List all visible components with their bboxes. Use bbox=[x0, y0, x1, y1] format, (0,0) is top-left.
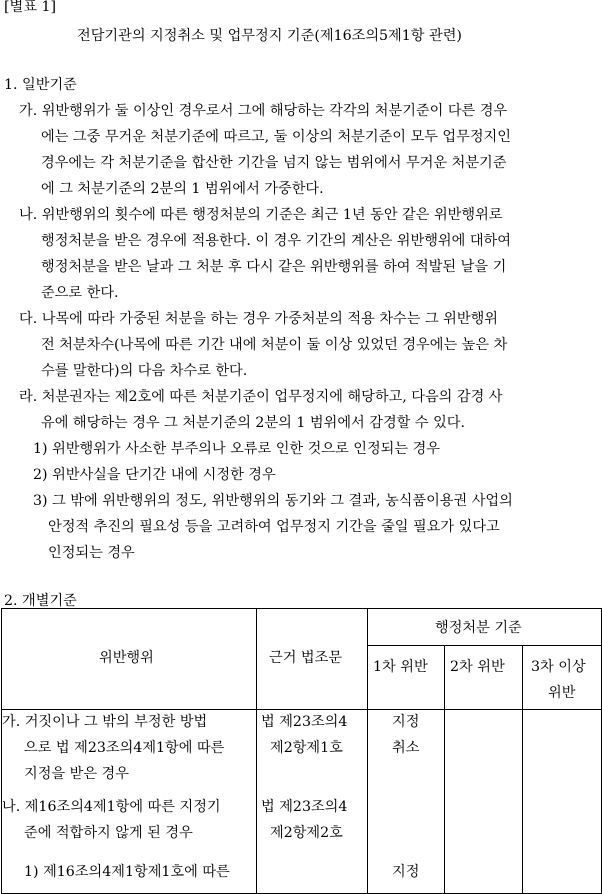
section-heading: 2. 개별기준 bbox=[4, 593, 77, 609]
header-third bbox=[523, 646, 602, 710]
header-first bbox=[368, 646, 445, 710]
header-disposition bbox=[368, 609, 602, 646]
item-line: 행정처분을 받은 날과 그 처분 후 다시 같은 위반행위를 하여 적발된 날을 기 bbox=[41, 259, 507, 275]
violation-line: 가. 거짓이나 그 밖의 부정한 방법 bbox=[2, 714, 208, 730]
sub-item-line: 2) 위반사실을 단기간 내에 시정한 경우 bbox=[33, 467, 276, 483]
first-cell bbox=[368, 710, 445, 894]
item-line: 유에 해당하는 경우 그 처분기준의 2분의 1 범위에서 감경할 수 있다. bbox=[41, 415, 465, 431]
header-second bbox=[445, 646, 523, 710]
header-basis bbox=[257, 609, 368, 710]
item-line: 가. 위반행위가 둘 이상인 경우로서 그에 해당하는 각각의 처분기준이 다른 경우 bbox=[19, 103, 508, 119]
basis-line: 법 제23조의4 bbox=[261, 714, 348, 730]
section-heading: 1. 일반기준 bbox=[4, 77, 77, 93]
third-cell bbox=[523, 710, 602, 894]
item-line: 다. 나목에 따라 가중된 처분을 하는 경우 가중처분의 적용 차수는 그 위반행위 bbox=[19, 311, 498, 327]
item-line: 라. 처분권자는 제2호에 따른 처분기준이 업무정지에 해당하고, 다음의 감경 사 bbox=[19, 389, 503, 405]
sub-item-line: 인정되는 경우 bbox=[48, 545, 135, 561]
header-third-label: 3차 이상 bbox=[531, 659, 586, 675]
header-violation-label: 위반행위 bbox=[99, 650, 154, 666]
violation-line: 으로 법 제23조의4제1항에 따른 bbox=[24, 740, 225, 756]
header-second-label: 2차 위반 bbox=[450, 659, 505, 675]
item-line: 에 그 처분기준의 2분의 1 범위에서 가중한다. bbox=[41, 181, 324, 197]
first-line: 지정 bbox=[392, 864, 420, 880]
basis-line: 법 제23조의4 bbox=[261, 799, 348, 815]
violation-line: 준에 적합하지 않게 된 경우 bbox=[24, 825, 193, 841]
item-line: 에는 그중 무거운 처분기준에 따르고, 둘 이상의 처분기준이 모두 업무정지인 bbox=[41, 129, 511, 145]
header-basis-label: 근거 법조문 bbox=[269, 650, 343, 666]
basis-line: 제2항제2호 bbox=[270, 825, 343, 841]
second-cell bbox=[445, 710, 523, 894]
sub-item-line: 3) 그 밖에 위반행위의 정도, 위반행위의 동기와 그 결과, 농식품이용권 사업의 bbox=[33, 493, 513, 509]
basis-line: 제2항제1호 bbox=[270, 740, 343, 756]
first-line: 취소 bbox=[392, 740, 420, 756]
violation-cell bbox=[2, 710, 257, 894]
item-line: 전 처분차수(나목에 따른 기간 내에 처분이 둘 이상 있었던 경우에는 높은 차 bbox=[41, 337, 508, 353]
first-line: 지정 bbox=[392, 714, 420, 730]
violation-line: 지정을 받은 경우 bbox=[24, 766, 129, 782]
violation-line: 나. 제16조의4제1항에 따른 지정기 bbox=[2, 799, 221, 815]
item-line: 수를 말한다)의 다음 차수로 한다. bbox=[41, 363, 248, 379]
item-line: 행정처분을 받은 경우에 적용한다. 이 경우 기간의 계산은 위반행위에 대하여 bbox=[41, 233, 511, 249]
annex-label: [별표 1] bbox=[4, 0, 57, 15]
basis-cell bbox=[257, 710, 368, 894]
header-third-label: 위반 bbox=[548, 685, 576, 701]
item-line: 경우에는 각 처분기준을 합산한 기간을 넘지 않는 범위에서 무거운 처분기준 bbox=[41, 155, 507, 171]
header-violation bbox=[2, 609, 257, 710]
item-line: 준으로 한다. bbox=[41, 285, 119, 301]
criteria-table bbox=[1, 608, 602, 894]
page-title: 전담기관의 지정취소 및 업무정지 기준(제16조의5제1항 관련) bbox=[77, 28, 462, 44]
violation-line: 1) 제16조의4제1항제1호에 따른 bbox=[24, 864, 230, 880]
item-line: 나. 위반행위의 횟수에 따른 행정처분의 기준은 최근 1년 동안 같은 위반행위로 bbox=[19, 207, 503, 223]
header-disposition-label: 행정처분 기준 bbox=[435, 620, 522, 636]
header-first-label: 1차 위반 bbox=[373, 659, 428, 675]
sub-item-line: 1) 위반행위가 사소한 부주의나 오류로 인한 것으로 인정되는 경우 bbox=[33, 441, 440, 457]
sub-item-line: 안정적 추진의 필요성 등을 고려하여 업무정지 기간을 줄일 필요가 있다고 bbox=[48, 519, 500, 535]
